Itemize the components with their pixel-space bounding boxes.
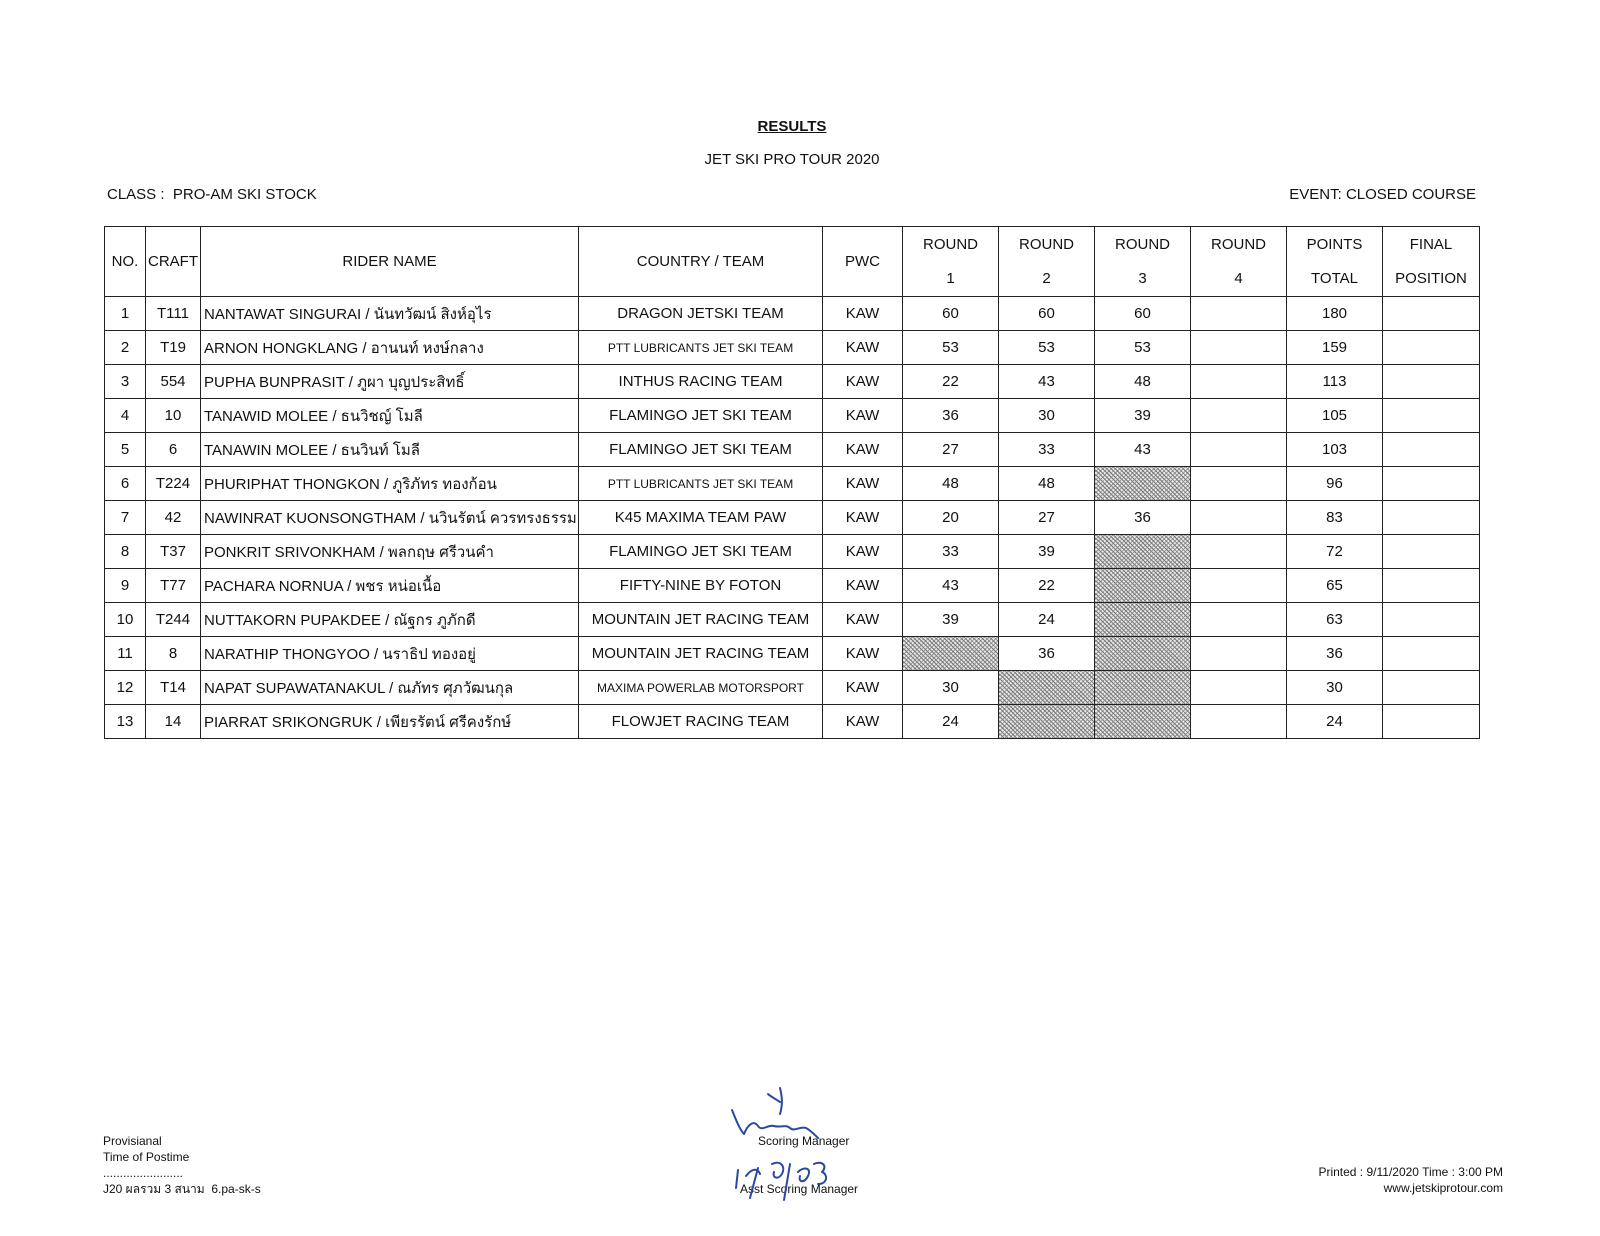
header-round-2-number: 2 xyxy=(1042,269,1051,287)
cell-pwc: KAW xyxy=(823,331,903,365)
cell-round-1: 30 xyxy=(903,671,999,705)
cell-team: PTT LUBRICANTS JET SKI TEAM xyxy=(579,331,823,365)
table-row xyxy=(105,671,1480,705)
table-header-row xyxy=(105,227,1480,297)
cell-round-1: 33 xyxy=(903,535,999,569)
cell-craft: 10 xyxy=(146,399,201,433)
cell-rider-name: NANTAWAT SINGURAI / นันทวัฒน์ สิงห์อุไร xyxy=(201,297,579,331)
cell-team: K45 MAXIMA TEAM PAW xyxy=(579,501,823,535)
header-round-3-word: ROUND xyxy=(1115,235,1170,253)
table-row xyxy=(105,569,1480,603)
cell-pwc: KAW xyxy=(823,705,903,739)
cell-round-1: 27 xyxy=(903,433,999,467)
cell-final-position xyxy=(1383,365,1480,399)
event-series-title: JET SKI PRO TOUR 2020 xyxy=(704,151,880,168)
cell-pwc: KAW xyxy=(823,671,903,705)
cell-pwc: KAW xyxy=(823,297,903,331)
cell-round-3 xyxy=(1095,569,1191,603)
cell-round-4 xyxy=(1191,603,1287,637)
cell-round-2: 60 xyxy=(999,297,1095,331)
cell-final-position xyxy=(1383,705,1480,739)
cell-team: MOUNTAIN JET RACING TEAM xyxy=(579,637,823,671)
cell-round-3 xyxy=(1095,705,1191,739)
cell-round-4 xyxy=(1191,399,1287,433)
cell-points-total: 72 xyxy=(1287,535,1383,569)
cell-round-4 xyxy=(1191,365,1287,399)
cell-team: PTT LUBRICANTS JET SKI TEAM xyxy=(579,467,823,501)
cell-team: DRAGON JETSKI TEAM xyxy=(579,297,823,331)
cell-round-4 xyxy=(1191,467,1287,501)
header-round-2 xyxy=(999,227,1095,297)
cell-round-3 xyxy=(1095,467,1191,501)
header-craft: CRAFT xyxy=(146,227,201,297)
cell-team: FIFTY-NINE BY FOTON xyxy=(579,569,823,603)
cell-pwc: KAW xyxy=(823,433,903,467)
cell-final-position xyxy=(1383,501,1480,535)
cell-points-total: 24 xyxy=(1287,705,1383,739)
cell-points-total: 96 xyxy=(1287,467,1383,501)
cell-final-position xyxy=(1383,467,1480,501)
cell-team: FLAMINGO JET SKI TEAM xyxy=(579,399,823,433)
header-final-position xyxy=(1383,227,1480,297)
cell-team: FLAMINGO JET SKI TEAM xyxy=(579,535,823,569)
table-row xyxy=(105,535,1480,569)
cell-craft: 6 xyxy=(146,433,201,467)
cell-craft: 14 xyxy=(146,705,201,739)
cell-rider-name: ARNON HONGKLANG / อานนท์ หงษ์กลาง xyxy=(201,331,579,365)
cell-points-total: 65 xyxy=(1287,569,1383,603)
signature-date-stroke-1 xyxy=(736,1163,783,1198)
cell-rider-name: PHURIPHAT THONGKON / ภูริภัทร ทองก้อน xyxy=(201,467,579,501)
cell-no: 13 xyxy=(105,705,146,739)
cell-rider-name: PONKRIT SRIVONKHAM / พลกฤษ ศรีวนคำ xyxy=(201,535,579,569)
header-round-2-word: ROUND xyxy=(1019,235,1074,253)
cell-pwc: KAW xyxy=(823,399,903,433)
cell-rider-name: NARATHIP THONGYOO / นราธิป ทองอยู่ xyxy=(201,637,579,671)
cell-craft: T37 xyxy=(146,535,201,569)
table-row xyxy=(105,467,1480,501)
signature-ink xyxy=(732,1088,826,1200)
cell-round-3 xyxy=(1095,671,1191,705)
cell-pwc: KAW xyxy=(823,637,903,671)
cell-no: 4 xyxy=(105,399,146,433)
cell-round-4 xyxy=(1191,501,1287,535)
cell-round-1: 53 xyxy=(903,331,999,365)
cell-craft: T244 xyxy=(146,603,201,637)
cell-no: 7 xyxy=(105,501,146,535)
cell-round-1: 22 xyxy=(903,365,999,399)
cell-pwc: KAW xyxy=(823,501,903,535)
cell-rider-name: NAWINRAT KUONSONGTHAM / นวินรัตน์ ควรทรงธรรม xyxy=(201,501,579,535)
cell-round-3: 36 xyxy=(1095,501,1191,535)
header-no: NO. xyxy=(105,227,146,297)
cell-craft: T14 xyxy=(146,671,201,705)
footer-right xyxy=(1318,1164,1503,1196)
cell-rider-name: PIARRAT SRIKONGRUK / เพียรรัตน์ ศรีคงรักษ์ xyxy=(201,705,579,739)
cell-points-total: 103 xyxy=(1287,433,1383,467)
cell-round-4 xyxy=(1191,569,1287,603)
time-of-postime-label: Time of Postime xyxy=(103,1150,190,1164)
cell-round-1: 39 xyxy=(903,603,999,637)
cell-pwc: KAW xyxy=(823,569,903,603)
cell-round-3 xyxy=(1095,535,1191,569)
cell-round-4 xyxy=(1191,433,1287,467)
dotted-line: ........................ xyxy=(103,1166,184,1180)
cell-rider-name: TANAWID MOLEE / ธนวิชญ์ โมลี xyxy=(201,399,579,433)
cell-round-3: 43 xyxy=(1095,433,1191,467)
header-pwc: PWC xyxy=(823,227,903,297)
cell-round-1: 24 xyxy=(903,705,999,739)
header-points-word: POINTS xyxy=(1306,235,1363,253)
cell-final-position xyxy=(1383,569,1480,603)
header-round-3 xyxy=(1095,227,1191,297)
cell-round-3: 53 xyxy=(1095,331,1191,365)
page-title: RESULTS xyxy=(757,118,827,135)
cell-round-3: 60 xyxy=(1095,297,1191,331)
cell-no: 3 xyxy=(105,365,146,399)
cell-no: 5 xyxy=(105,433,146,467)
class-label: CLASS : PRO-AM SKI STOCK xyxy=(107,186,317,203)
cell-pwc: KAW xyxy=(823,365,903,399)
cell-round-2: 24 xyxy=(999,603,1095,637)
cell-craft: T111 xyxy=(146,297,201,331)
cell-pwc: KAW xyxy=(823,535,903,569)
cell-rider-name: NAPAT SUPAWATANAKUL / ณภัทร ศุภวัฒนกุล xyxy=(201,671,579,705)
cell-no: 1 xyxy=(105,297,146,331)
cell-points-total: 180 xyxy=(1287,297,1383,331)
cell-round-1: 48 xyxy=(903,467,999,501)
cell-no: 9 xyxy=(105,569,146,603)
table-row xyxy=(105,637,1480,671)
footer-left xyxy=(103,1133,261,1197)
cell-team: MAXIMA POWERLAB MOTORSPORT xyxy=(579,671,823,705)
cell-rider-name: NUTTAKORN PUPAKDEE / ณัฐกร ภูภักดี xyxy=(201,603,579,637)
cell-round-2: 39 xyxy=(999,535,1095,569)
cell-round-4 xyxy=(1191,671,1287,705)
table-row xyxy=(105,297,1480,331)
cell-final-position xyxy=(1383,297,1480,331)
table-row xyxy=(105,603,1480,637)
header-final-word: FINAL xyxy=(1409,235,1453,253)
header-round-4-number: 4 xyxy=(1234,269,1243,287)
header-position-word: POSITION xyxy=(1395,269,1467,287)
cell-final-position xyxy=(1383,671,1480,705)
table-row xyxy=(105,705,1480,739)
cell-no: 10 xyxy=(105,603,146,637)
table-row xyxy=(105,331,1480,365)
signature-stroke-2 xyxy=(732,1110,818,1138)
document-code: J20 ผลรวม 3 สนาม 6.pa-sk-s xyxy=(103,1182,261,1196)
cell-craft: T224 xyxy=(146,467,201,501)
cell-points-total: 159 xyxy=(1287,331,1383,365)
cell-team: FLOWJET RACING TEAM xyxy=(579,705,823,739)
table-row xyxy=(105,399,1480,433)
cell-final-position xyxy=(1383,399,1480,433)
cell-round-4 xyxy=(1191,535,1287,569)
cell-round-2 xyxy=(999,671,1095,705)
cell-round-2: 53 xyxy=(999,331,1095,365)
header-round-1-word: ROUND xyxy=(923,235,978,253)
cell-round-2: 22 xyxy=(999,569,1095,603)
header-round-3-number: 3 xyxy=(1138,269,1147,287)
cell-points-total: 36 xyxy=(1287,637,1383,671)
cell-pwc: KAW xyxy=(823,603,903,637)
cell-round-2: 48 xyxy=(999,467,1095,501)
cell-no: 6 xyxy=(105,467,146,501)
cell-final-position xyxy=(1383,433,1480,467)
cell-points-total: 63 xyxy=(1287,603,1383,637)
website-url: www.jetskiprotour.com xyxy=(1383,1181,1503,1195)
header-points-total xyxy=(1287,227,1383,297)
table-row xyxy=(105,433,1480,467)
asst-scoring-manager-label: Asst Scoring Manager xyxy=(740,1182,859,1196)
table-row xyxy=(105,501,1480,535)
cell-no: 8 xyxy=(105,535,146,569)
cell-no: 12 xyxy=(105,671,146,705)
cell-round-1: 43 xyxy=(903,569,999,603)
cell-final-position xyxy=(1383,603,1480,637)
cell-round-4 xyxy=(1191,705,1287,739)
cell-final-position xyxy=(1383,331,1480,365)
printed-timestamp: Printed : 9/11/2020 Time : 3:00 PM xyxy=(1318,1165,1503,1179)
cell-team: INTHUS RACING TEAM xyxy=(579,365,823,399)
header-round-4-word: ROUND xyxy=(1211,235,1266,253)
cell-round-4 xyxy=(1191,637,1287,671)
cell-round-1: 60 xyxy=(903,297,999,331)
cell-rider-name: TANAWIN MOLEE / ธนวินท์ โมลี xyxy=(201,433,579,467)
results-table xyxy=(104,226,1480,739)
cell-round-2: 43 xyxy=(999,365,1095,399)
header-team: COUNTRY / TEAM xyxy=(579,227,823,297)
cell-round-2: 33 xyxy=(999,433,1095,467)
cell-craft: T19 xyxy=(146,331,201,365)
cell-craft: 8 xyxy=(146,637,201,671)
event-label: EVENT: CLOSED COURSE xyxy=(1289,186,1476,203)
cell-round-2: 27 xyxy=(999,501,1095,535)
cell-points-total: 105 xyxy=(1287,399,1383,433)
cell-points-total: 83 xyxy=(1287,501,1383,535)
cell-craft: T77 xyxy=(146,569,201,603)
header-rider: RIDER NAME xyxy=(201,227,579,297)
provisional-label: Provisianal xyxy=(103,1134,162,1148)
cell-round-3 xyxy=(1095,603,1191,637)
cell-points-total: 113 xyxy=(1287,365,1383,399)
cell-rider-name: PUPHA BUNPRASIT / ภูผา บุญประสิทธิ์ xyxy=(201,365,579,399)
scoring-manager-label: Scoring Manager xyxy=(758,1134,850,1148)
cell-rider-name: PACHARA NORNUA / พชร หน่อเนื้อ xyxy=(201,569,579,603)
cell-round-1: 36 xyxy=(903,399,999,433)
header-round-4 xyxy=(1191,227,1287,297)
cell-round-4 xyxy=(1191,297,1287,331)
cell-round-1: 20 xyxy=(903,501,999,535)
header-round-1-number: 1 xyxy=(946,269,955,287)
cell-round-2 xyxy=(999,705,1095,739)
signature-date-stroke-2 xyxy=(784,1163,826,1200)
cell-final-position xyxy=(1383,535,1480,569)
cell-round-3 xyxy=(1095,637,1191,671)
cell-no: 11 xyxy=(105,637,146,671)
cell-round-3: 48 xyxy=(1095,365,1191,399)
header-round-1 xyxy=(903,227,999,297)
cell-craft: 554 xyxy=(146,365,201,399)
header-total-word: TOTAL xyxy=(1311,269,1358,287)
cell-final-position xyxy=(1383,637,1480,671)
handwritten-signature xyxy=(728,1080,858,1210)
cell-no: 2 xyxy=(105,331,146,365)
cell-round-4 xyxy=(1191,331,1287,365)
cell-round-3: 39 xyxy=(1095,399,1191,433)
cell-points-total: 30 xyxy=(1287,671,1383,705)
signature-stroke-1 xyxy=(768,1088,782,1114)
cell-round-2: 36 xyxy=(999,637,1095,671)
cell-team: FLAMINGO JET SKI TEAM xyxy=(579,433,823,467)
cell-round-2: 30 xyxy=(999,399,1095,433)
cell-round-1 xyxy=(903,637,999,671)
table-row xyxy=(105,365,1480,399)
cell-pwc: KAW xyxy=(823,467,903,501)
cell-craft: 42 xyxy=(146,501,201,535)
cell-team: MOUNTAIN JET RACING TEAM xyxy=(579,603,823,637)
